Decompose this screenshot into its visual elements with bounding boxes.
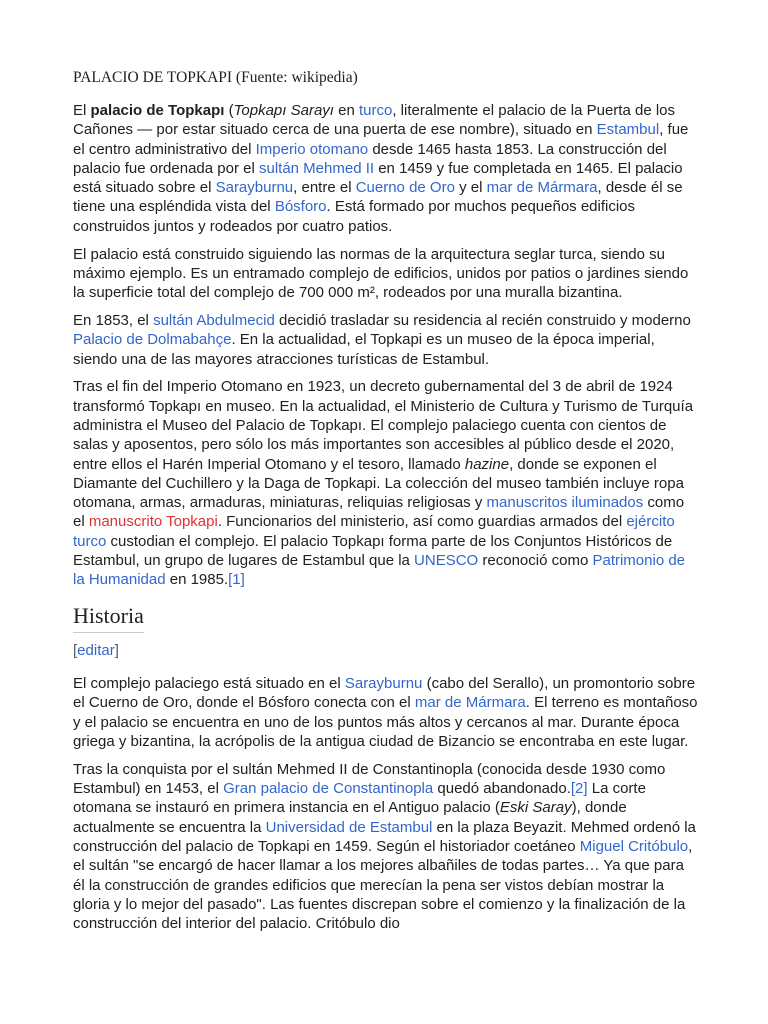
link-mar-de-marmara[interactable]: mar de Mármara <box>414 694 526 712</box>
italic-term: Topkapı Sarayı <box>233 102 334 119</box>
edit-section-link[interactable]: editar <box>77 642 115 660</box>
document-title: PALACIO DE TOPKAPI (Fuente: wikipedia) <box>73 69 358 86</box>
link-imperio-otomano[interactable]: Imperio otomano <box>255 140 369 158</box>
link-sarayburnu[interactable]: Sarayburnu <box>215 179 294 197</box>
paragraph-conquest: Tras la conquista por el sultán Mehmed II de Constantinopla (conocida desde 1930 como Estambul) en 1453, el Gran palacio de Constantinopla quedó abandonado.[2] La corte otomana se instauró en primera instancia en el Antiguo palacio (Eski Saray), donde actualmente se encuentra la Universidad de Estambul en la plaza Beyazit. Mehmed ordenó la construcción del palacio de Topkapi en 1459. Según el historiador coetáneo Miguel Critóbulo, el sultán "se encargó de hacer llamar a los mejores albañiles de todas partes… Ya que para él la construcción de grandes edificios que merecían la pena ser vistos debían mostrar la gloria y lo mejor del pasado". Las fuentes discrepan sobre el comienzo y la finalización de la construcción del interior del palacio. Critóbulo dio <box>73 760 696 933</box>
link-bosforo[interactable]: Bósforo <box>274 198 327 216</box>
link-unesco[interactable]: UNESCO <box>414 552 479 570</box>
paragraph-intro: El palacio de Topkapı (Topkapı Sarayı en turco, literalmente el palacio de la Puerta de los Cañones — por estar situado cerca de una puerta de ese nombre), situado en Estambul, fue el centro administrativo del Imperio otomano desde 1465 hasta 1853. La construcción del palacio fue ordenada por el sultán Mehmed II en 1459 y fue completada en 1465. El palacio está situado sobre el Sarayburnu, entre el Cuerno de Oro y el mar de Mármara, desde él se tiene una espléndida vista del Bósforo. Está formado por muchos pequeños edificios construidos juntos y rodeados por cuatro patios. <box>73 102 689 235</box>
link-sultan-mehmed[interactable]: sultán Mehmed II <box>258 159 375 177</box>
paragraph-1853: En 1853, el sultán Abdulmecid decidió trasladar su residencia al recién construido y moderno Palacio de Dolmabahçe. En la actualidad, el Topkapi es un museo de la época imperial, siendo una de las mayores atracciones turísticas de Estambul. <box>73 311 691 368</box>
link-palacio-dolmabahce[interactable]: Palacio de Dolmabahçe <box>73 331 232 349</box>
paragraph-architecture: El palacio está construido siguiendo las normas de la arquitectura seglar turca, siendo su máximo ejemplo. Es un entramado complejo de edificios, unidos por patios o jardines siendo la superficie total del complejo de 700 000 m², rodeados por una muralla bizantina. <box>73 245 689 302</box>
link-gran-palacio[interactable]: Gran palacio de Constantinopla <box>223 780 434 798</box>
link-manuscritos-iluminados[interactable]: manuscritos iluminados <box>486 494 644 512</box>
paragraph-museum: Tras el fin del Imperio Otomano en 1923, un decreto gubernamental del 3 de abril de 1924 transformó Topkapı en museo. En la actualidad, el Ministerio de Cultura y Turismo de Turquía administra el Museo del Palacio de Topkapı. El complejo palaciego cuenta con cientos de salas y aposentos, pero sólo los más importantes son accesibles al público desde el 2020, entre ellos el Harén Imperial Otomano y el tesoro, llamado hazine, donde se exponen el Diamante del Cuchillero y la Daga de Topkapi. La colección del museo también incluye ropa otomana, armas, armaduras, miniaturas, reliquias religiosas y manuscritos iluminados como el manuscrito Topkapi. Funcionarios del ministerio, así como guardias armados del ejército turco custodian el complejo. El palacio Topkapı forma parte de los Conjuntos Históricos de Estambul, un grupo de lugares de Estambul que la UNESCO reconoció como Patrimonio de la Humanidad en 1985.[1] <box>73 378 694 589</box>
italic-term: hazine <box>464 455 510 473</box>
paragraph-location: El complejo palaciego está situado en el Sarayburnu (cabo del Serallo), un promontorio sobre el Cuerno de Oro, donde el Bósforo conecta con el mar de Mármara. El terreno es montañoso y el palacio se encuentra en uno de los puntos más altos y cercanos al mar. Durante época griega y bizantina, la acrópolis de la antigua ciudad de Bizancio se encontraba en este lugar. <box>73 675 698 751</box>
edit-section-line: [editar] <box>73 642 119 660</box>
document-page <box>73 68 698 942</box>
reference-link[interactable]: [2] <box>570 780 588 798</box>
link-estambul[interactable]: Estambul <box>596 121 660 139</box>
bold-term: palacio de Topkapı <box>90 102 225 119</box>
link-cuerno-de-oro[interactable]: Cuerno de Oro <box>355 179 455 197</box>
link-patrimonio-humanidad[interactable]: Patrimonio de la Humanidad <box>73 552 686 589</box>
italic-term: Eski Saray <box>499 799 572 817</box>
link-turco[interactable]: turco <box>358 102 393 119</box>
link-ejercito-turco[interactable]: ejército turco <box>73 513 675 550</box>
link-sultan-abdulmecid[interactable]: sultán Abdulmecid <box>153 311 275 329</box>
reference-link[interactable]: [1] <box>228 571 245 589</box>
link-sarayburnu[interactable]: Sarayburnu <box>344 675 423 693</box>
section-heading-historia: Historia <box>73 602 144 633</box>
link-universidad-estambul[interactable]: Universidad de Estambul <box>265 818 433 836</box>
link-manuscrito-topkapi[interactable]: manuscrito Topkapi <box>88 513 218 531</box>
link-mar-de-marmara[interactable]: mar de Mármara <box>486 179 598 197</box>
link-miguel-critobulo[interactable]: Miguel Critóbulo <box>579 838 689 855</box>
